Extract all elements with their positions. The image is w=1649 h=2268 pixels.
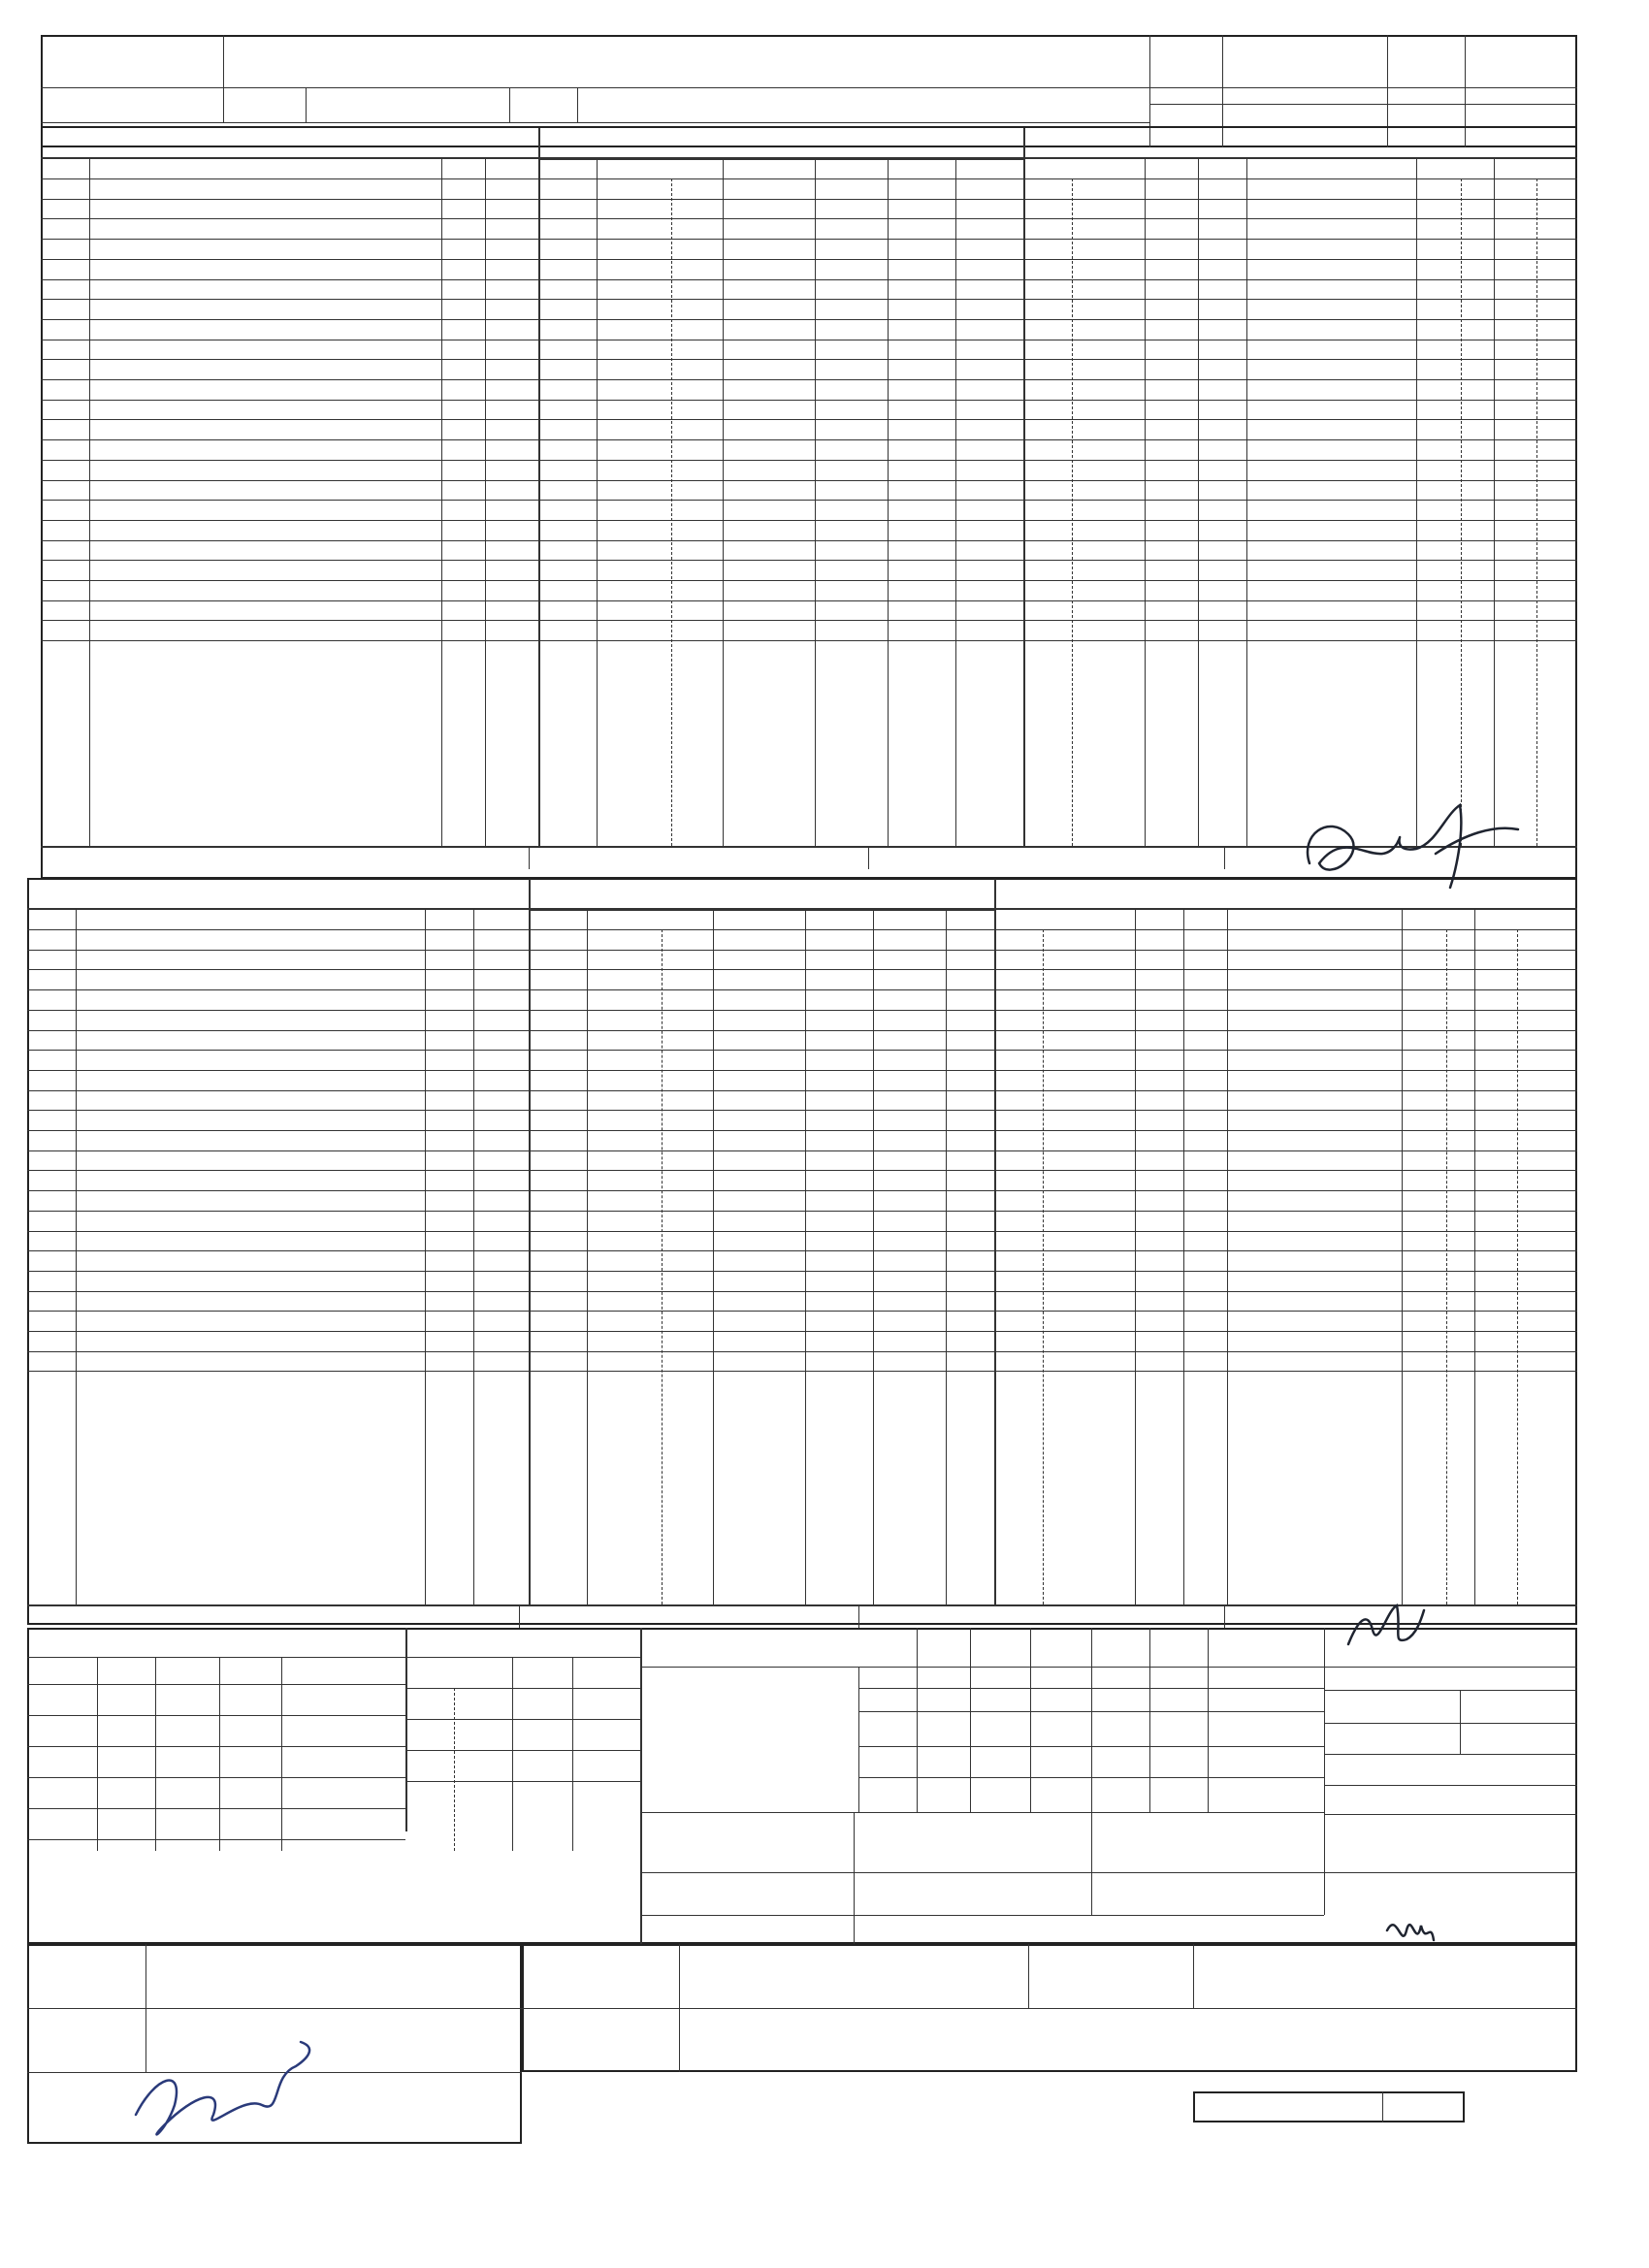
player-row bbox=[41, 441, 538, 462]
player-row bbox=[41, 402, 538, 422]
player-row bbox=[41, 261, 538, 281]
player-row bbox=[27, 1072, 529, 1092]
summary-section bbox=[27, 1628, 1577, 1944]
player-row bbox=[41, 421, 538, 441]
player-row bbox=[27, 1132, 529, 1152]
player-row bbox=[27, 971, 529, 991]
player-row bbox=[41, 341, 538, 362]
player-row bbox=[27, 1012, 529, 1032]
player-row bbox=[27, 1192, 529, 1213]
player-row bbox=[41, 241, 538, 261]
player-row bbox=[27, 1092, 529, 1113]
signature-team-a bbox=[1290, 795, 1523, 902]
player-row bbox=[41, 301, 538, 321]
player-row bbox=[41, 522, 538, 542]
player-row bbox=[27, 1052, 529, 1072]
player-row bbox=[41, 201, 538, 221]
signature-team-b bbox=[1339, 1601, 1426, 1659]
player-row bbox=[41, 482, 538, 502]
player-row bbox=[27, 1032, 529, 1053]
player-row bbox=[27, 1172, 529, 1192]
player-row bbox=[41, 462, 538, 482]
player-row bbox=[41, 281, 538, 302]
signature-referee bbox=[126, 2037, 320, 2154]
player-row bbox=[27, 1312, 529, 1333]
player-row bbox=[41, 381, 538, 402]
player-row bbox=[27, 952, 529, 972]
player-row bbox=[41, 180, 538, 201]
player-row bbox=[27, 1112, 529, 1132]
player-row bbox=[41, 220, 538, 241]
player-row bbox=[41, 502, 538, 522]
player-row bbox=[27, 1152, 529, 1173]
remarks-box bbox=[1193, 2091, 1465, 2122]
player-row bbox=[27, 931, 529, 952]
player-row bbox=[27, 1273, 529, 1293]
player-row bbox=[27, 1293, 529, 1313]
player-row bbox=[27, 1233, 529, 1253]
player-row bbox=[27, 991, 529, 1012]
player-row bbox=[41, 361, 538, 381]
player-row bbox=[27, 1213, 529, 1233]
signature-secretary bbox=[1377, 1901, 1436, 1960]
player-row bbox=[27, 1252, 529, 1273]
player-row bbox=[41, 321, 538, 341]
